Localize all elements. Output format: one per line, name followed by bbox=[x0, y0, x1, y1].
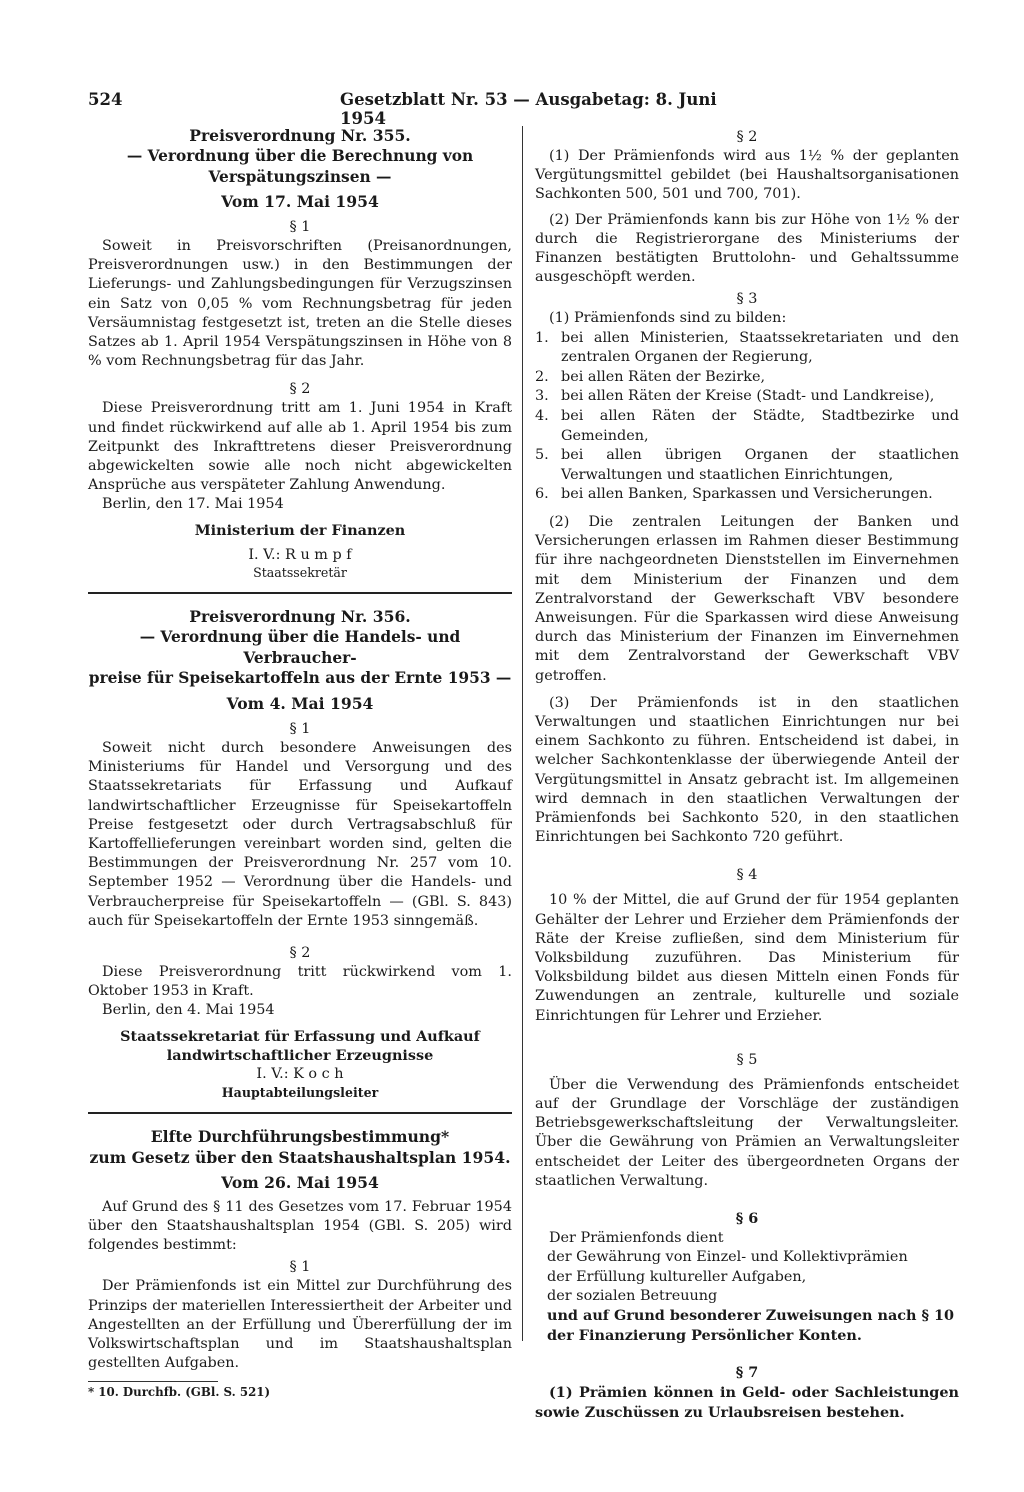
signer-title: Staatssekretär bbox=[253, 565, 347, 581]
issuing-authority-line: landwirtschaftlicher Erzeugnisse bbox=[166, 1047, 434, 1064]
bodies-list bbox=[535, 329, 959, 505]
signer-title: Hauptabteilungsleiter bbox=[221, 1084, 379, 1100]
list-number: 3. bbox=[535, 388, 549, 405]
list-text: bei allen Räten der Bezirke, bbox=[561, 368, 766, 385]
list-item bbox=[535, 446, 959, 485]
page-header bbox=[88, 90, 728, 128]
decree-356 bbox=[88, 606, 512, 1100]
decree-subtitle-line: — Verordnung über die Handels- und Verbraucher- bbox=[139, 628, 461, 667]
decree-subtitle-line: preise für Speisekartoffeln aus der Ernte 1953 — bbox=[88, 669, 512, 688]
fund-use-item: der sozialen Betreuung bbox=[547, 1288, 718, 1305]
section-divider bbox=[88, 592, 512, 594]
section-heading: § 1 bbox=[289, 720, 311, 737]
list-text: bei allen übrigen Organen der staatlichen Verwaltungen und staatlichen Einrichtungen, bbox=[561, 447, 959, 483]
fund-use-item: der Gewährung von Einzel- und Kollektivprämien bbox=[547, 1249, 908, 1266]
section-heading: § 1 bbox=[289, 1259, 311, 1276]
list-number: 4. bbox=[535, 408, 549, 424]
section-text: Diese Preisverordnung tritt rückwirkend vom 1. Oktober 1953 in Kraft. bbox=[88, 963, 512, 1000]
list-text: bei allen Banken, Sparkassen und Versicherungen. bbox=[561, 486, 933, 503]
regulation-date: Vom 26. Mai 1954 bbox=[221, 1172, 379, 1192]
section-text: Der Prämienfonds ist ein Mittel zur Durchführung des Prinzips der materiellen Interessiertheit der Arbeiter und Angestellten an der Erfüllung und Übererfüllung der im Volkswirtschaftsplan und im Staatshaushaltsplan gestellten Aufgaben. bbox=[88, 1278, 512, 1372]
list-text: bei allen Ministerien, Staatssekretariaten und den zentralen Organen der Regierung, bbox=[561, 329, 959, 366]
section-heading: § 4 bbox=[736, 867, 758, 884]
section-divider bbox=[88, 1112, 512, 1114]
section-text: Soweit nicht durch besondere Anweisungen des Ministeriums für Handel und Versorgung und des Staatssekretariats für Erfassung und Aufkauf landwirtschaftlicher Erzeugnisse für Speisekartoffeln Preise festgesetzt oder durch Vertragsabschluß für Kartoffellieferungen vereinbart worden sind, gelten die Bestimmungen der Preisverordnung Nr. 257 vom 10. September 1952 — Verordnung über die Handels- und Verbraucherpreise für Speisekartoffeln — (GBl. S. 843) auch für Speisekartoffeln der Ernte 1953 sinngemäß. bbox=[88, 739, 512, 929]
right-column bbox=[535, 125, 959, 1422]
section-text: Der Prämienfonds dient bbox=[549, 1230, 724, 1247]
section-text: Soweit in Preisvorschriften (Preisanordnungen, Preisverordnungen usw.) in den Bestimmungen der Lieferungs- und Zahlungsbedingungen für Verzugszinsen ein Satz von 0,05 % vom Rechnungsbetrag für jeden Versäumnistag festgesetzt ist, treten an die Stelle dieses Satzes ab 1. April 1954 Verspätungszinsen in Höhe von 8 % vom Rechnungsbetrag für das Jahr. bbox=[88, 238, 512, 370]
section-heading: § 2 bbox=[736, 129, 758, 145]
section-text: (2) Die zentralen Leitungen der Banken und Versicherungen erlassen im Rahmen dieser Bestimmung für ihre nachgeordneten Dienststellen im Einvernehmen mit dem Ministerium der Finanzen und dem Zentralvorstand der Gewerkschaft VBV besondere Anweisungen. Für die Sparkassen wird diese Anweisung durch das Ministerium der Finanzen im Einvernehmen mit dem Zentralvorstand der Gewerkschaft VBV getroffen. bbox=[535, 513, 959, 684]
list-item bbox=[535, 485, 959, 505]
decree-subtitle-line: Verspätungszinsen — bbox=[208, 167, 392, 186]
section-text: (1) Der Prämienfonds wird aus 1½ % der geplanten Vergütungsmittel gebildet (bei Haushaltsorganisationen Sachkonten 500, 501 und 700, 701). bbox=[535, 148, 959, 203]
section-text: Diese Preisverordnung tritt am 1. Juni 1954 in Kraft und findet rückwirkend auf alle ab 1. April 1954 bis zum Zeitpunkt des Inkrafttretens dieser Preisverordnung abgewickelten sowie alle noch nicht abgewickelten Ansprüche aus verspäteter Zahlung Anwendung. bbox=[88, 400, 512, 494]
implementing-regulation bbox=[88, 1126, 512, 1401]
section-text: (1) Prämienfonds sind zu bilden: bbox=[549, 310, 787, 327]
place-date: Berlin, den 17. Mai 1954 bbox=[102, 496, 284, 513]
section-text: 10 % der Mittel, die auf Grund der für 1954 geplanten Gehälter der Lehrer und Erzieher dem Prämienfonds der Räte der Kreise zufließen, sind dem Ministerium für Volksbildung zuzuführen. Das Ministerium für Volksbildung bildet aus diesen Mitteln einen Fonds für Zuwendungen an zentrale, kulturelle und soziale Einrichtungen für Lehrer und Erzieher. bbox=[535, 892, 959, 1024]
place-date: Berlin, den 4. Mai 1954 bbox=[102, 1002, 275, 1019]
section-text: Über die Verwendung des Prämienfonds entscheidet auf der Grundlage der Vorschläge der zuständigen Betriebsgewerkschaftsleitung der Verwaltungsleiter. Über die Gewährung von Prämien an Verwaltungsleiter entscheidet der Leiter des übergeordneten Organs der staatlichen Verwaltung. bbox=[535, 1076, 959, 1189]
list-number: 6. bbox=[535, 486, 549, 503]
list-item bbox=[535, 407, 959, 446]
section-heading: § 2 bbox=[289, 944, 311, 961]
issuing-authority: Ministerium der Finanzen bbox=[194, 521, 406, 539]
section-text: (3) Der Prämienfonds ist in den staatlichen Verwaltungen und staatlichen Einrichtungen nur bei einem Sachkonto zu führen. Entscheidend ist dabei, in welcher Sachkontenklasse der überwiegende Anteil der Vergütungsmittel in Ansatz gebracht ist. Im allgemeinen wird demnach in den staatlichen Verwaltungen der Prämienfonds bei Sachkonto 520, in den staatlichen Einrichtungen bei Sachkonto 720 geführt. bbox=[535, 694, 959, 846]
signature: I. V.: K o c h bbox=[256, 1066, 344, 1083]
section-text: (2) Der Prämienfonds kann bis zur Höhe von 1½ % der durch die Registrierorgane des Ministeriums der Finanzen bestätigten Bruttolohn- und Gehaltssumme ausgeschöpft werden. bbox=[535, 211, 959, 286]
footnote: * 10. Durchfb. (GBl. S. 521) bbox=[88, 1385, 271, 1400]
regulation-title-line: zum Gesetz über den Staatshaushaltsplan 1954. bbox=[89, 1147, 511, 1167]
decree-title: Preisverordnung Nr. 356. bbox=[189, 607, 411, 627]
list-number: 2. bbox=[535, 368, 549, 385]
list-item bbox=[535, 368, 959, 388]
section-heading: § 6 bbox=[735, 1210, 759, 1228]
fund-use-item: der Erfüllung kultureller Aufgaben, bbox=[547, 1268, 807, 1285]
list-number: 5. bbox=[535, 447, 549, 464]
regulation-intro: Auf Grund des § 11 des Gesetzes vom 17. Februar 1954 über den Staatshaushaltsplan 1954 (GBl. S. 205) wird folgendes bestimmt: bbox=[88, 1198, 512, 1254]
list-number: 1. bbox=[535, 329, 549, 346]
footnote-rule bbox=[88, 1381, 218, 1382]
list-text: bei allen Räten der Kreise (Stadt- und Landkreise), bbox=[561, 388, 935, 405]
list-item bbox=[535, 329, 959, 368]
fund-use-item: der Finanzierung Persönlicher Konten. bbox=[547, 1326, 862, 1344]
section-heading: § 2 bbox=[289, 381, 311, 398]
section-heading: § 7 bbox=[735, 1364, 759, 1382]
running-title: Gesetzblatt Nr. 53 — Ausgabetag: 8. Juni 1954 bbox=[340, 90, 717, 128]
list-item bbox=[535, 387, 959, 407]
section-text: (1) Prämien können in Geld- oder Sachleistungen sowie Zuschüssen zu Urlaubsreisen bestehen. bbox=[535, 1384, 959, 1421]
decree-title: Preisverordnung Nr. 355. bbox=[189, 126, 411, 145]
decree-date: Vom 17. Mai 1954 bbox=[221, 192, 379, 211]
decree-355 bbox=[88, 125, 512, 581]
section-heading: § 1 bbox=[289, 219, 311, 235]
issuing-authority-line: Staatssekretariat für Erfassung und Aufkauf bbox=[120, 1027, 480, 1045]
section-heading: § 3 bbox=[736, 291, 758, 308]
decree-date: Vom 4. Mai 1954 bbox=[226, 693, 374, 713]
signature: I. V.: R u m p f bbox=[248, 547, 352, 564]
decree-subtitle-line: — Verordnung über die Berechnung von bbox=[126, 147, 474, 165]
left-column bbox=[88, 125, 512, 1400]
fund-uses-list bbox=[535, 1248, 959, 1345]
list-text: bei allen Räten der Städte, Stadtbezirke und Gemeinden, bbox=[561, 408, 959, 444]
page-number: 524 bbox=[88, 90, 123, 109]
section-heading: § 5 bbox=[736, 1051, 758, 1068]
fund-use-item: und auf Grund besonderer Zuweisungen nach § 10 bbox=[547, 1307, 955, 1325]
regulation-title-line: Elfte Durchführungsbestimmung* bbox=[150, 1126, 450, 1146]
column-divider bbox=[522, 126, 523, 1341]
